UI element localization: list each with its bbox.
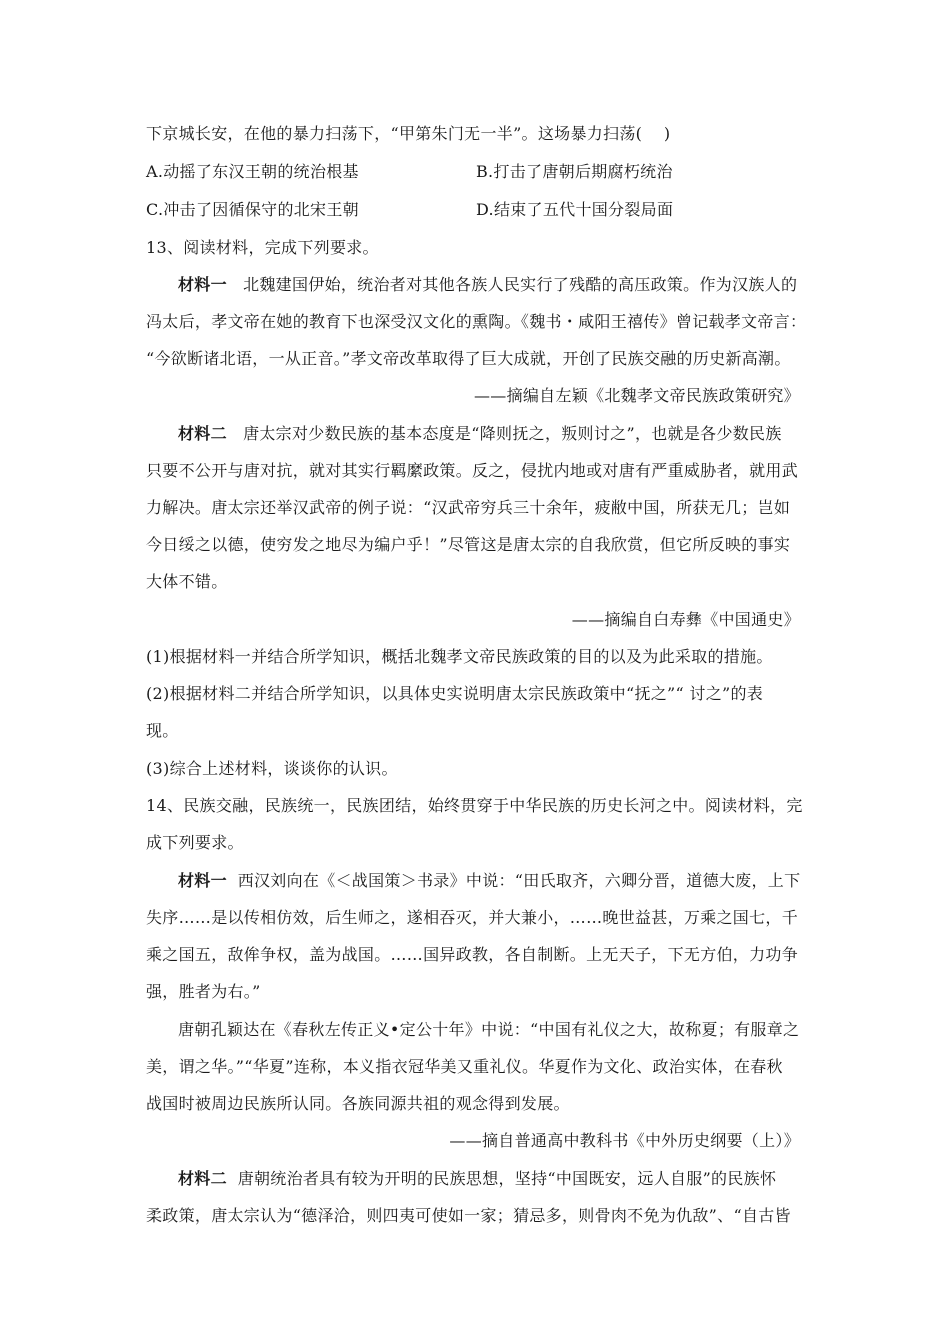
q14-material1b-line3: 战国时被周边民族所认同。各族同源共祖的观念得到发展。 xyxy=(146,1094,570,1113)
q13-question-3: (3)综合上述材料，谈谈你的认识。 xyxy=(146,759,398,778)
q13-question-2: (2)根据材料二并结合所学知识，以具体史实说明唐太宗民族政策中“抚之”“ 讨之”的表 xyxy=(146,684,764,703)
q14-material1-label: 材料一 xyxy=(178,871,227,890)
q14-material1b-line2: 美，谓之华。”“华夏”连称，本义指衣冠华美又重礼仪。华夏作为文化、政治实体，在春秋 xyxy=(146,1057,783,1076)
q13-question-2-cont: 现。 xyxy=(146,721,179,740)
q13-material2-line1 xyxy=(178,424,782,444)
q12-option-a: A.动摇了东汉王朝的统治根基 xyxy=(146,162,359,181)
q14-material2-label: 材料二 xyxy=(178,1169,227,1188)
q14-material1-line1 xyxy=(178,871,800,891)
q14-material1-source: ——摘自普通高中教科书《中外历史纲要（上）》 xyxy=(449,1131,800,1150)
q13-material1-line1 xyxy=(178,275,797,295)
q14-material1-line4: 强，胜者为右。” xyxy=(146,982,261,1001)
q14-intro-line2: 成下列要求。 xyxy=(146,833,244,852)
q13-material2-line5: 大体不错。 xyxy=(146,572,228,591)
q14-material1-line2: 失序……是以传相仿效，后生师之，遂相吞灭，并大兼小，……晚世益甚，万乘之国七，千 xyxy=(146,908,799,927)
q13-intro: 13、阅读材料，完成下列要求。 xyxy=(146,238,379,257)
q13-material1-source: ——摘编自左颖《北魏孝文帝民族政策研究》 xyxy=(473,386,800,405)
q13-material2-text: 唐太宗对少数民族的基本态度是“降则抚之，叛则讨之”，也就是各少数民族 xyxy=(243,424,782,443)
q13-material2-label: 材料二 xyxy=(178,424,227,443)
q13-material2-line4: 今日绥之以德，使穷发之地尽为编户乎！”尽管这是唐太宗的自我欣赏，但它所反映的事实 xyxy=(146,535,791,554)
q13-material1-text: 北魏建国伊始，统治者对其他各族人民实行了残酷的高压政策。作为汉族人的 xyxy=(243,275,798,294)
q14-material2-line2: 柔政策，唐太宗认为“德泽洽，则四夷可使如一家；猜忌多，则骨肉不免为仇敌”、“自古皆 xyxy=(146,1206,791,1225)
q12-option-c: C.冲击了因循保守的北宋王朝 xyxy=(146,200,359,219)
q12-option-b: B.打击了唐朝后期腐朽统治 xyxy=(476,162,673,181)
q13-question-1: (1)根据材料一并结合所学知识，概括北魏孝文帝民族政策的目的以及为此采取的措施。 xyxy=(146,647,773,666)
q14-material1-line3: 乘之国五，敌侔争权，盖为战国。……国异政教，各自制断。上无天子，下无方伯，力功争 xyxy=(146,945,799,964)
q14-material1-text: 西汉刘向在《＜战国策＞书录》中说：“田氏取齐，六卿分晋，道德大废，上下 xyxy=(237,871,801,890)
q12-stem-tail: 下京城长安，在他的暴力扫荡下，“甲第朱门无一半”。这场暴力扫荡( ) xyxy=(146,124,671,143)
q13-material2-line2: 只要不公开与唐对抗，就对其实行羁縻政策。反之，侵扰内地或对唐有严重威胁者，就用武 xyxy=(146,461,799,480)
q14-material2-text: 唐朝统治者具有较为开明的民族思想，坚持“中国既安，远人自服”的民族怀 xyxy=(237,1169,777,1188)
q12-option-d: D.结束了五代十国分裂局面 xyxy=(476,200,674,219)
q13-material1-line2: 冯太后，孝文帝在她的教育下也深受汉文化的熏陶。《魏书・咸阳王禧传》曾记载孝文帝言： xyxy=(146,312,807,331)
q13-material2-source: ——摘编自白寿彝《中国通史》 xyxy=(571,610,800,629)
q13-material1-label: 材料一 xyxy=(178,275,227,294)
q14-intro-line1: 14、民族交融，民族统一，民族团结，始终贯穿于中华民族的历史长河之中。阅读材料，完 xyxy=(146,796,803,815)
q14-material1b-line1: 唐朝孔颖达在《春秋左传正义•定公十年》中说：“中国有礼仪之大，故称夏；有服章之 xyxy=(178,1020,800,1039)
q14-material2-line1 xyxy=(178,1169,776,1189)
q13-material2-line3: 力解决。唐太宗还举汉武帝的例子说：“汉武帝穷兵三十余年，疲敝中国，所获无几；岂如 xyxy=(146,498,791,517)
q13-material1-line3: “今欲断诸北语，一从正音。”孝文帝改革取得了巨大成就，开创了民族交融的历史新高潮。 xyxy=(146,349,791,368)
